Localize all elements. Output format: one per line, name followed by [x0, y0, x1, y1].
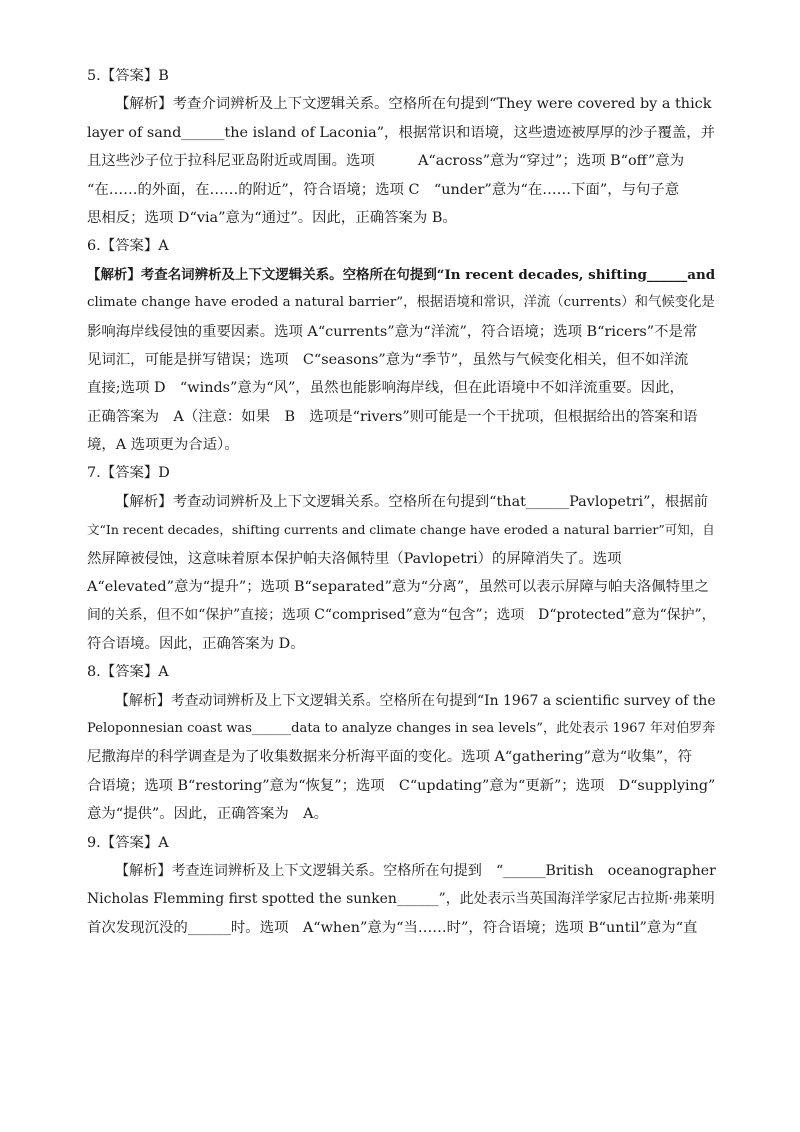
answer-heading-7: 7.【答案】D [87, 465, 170, 482]
explanation-line: “在……的外面，在……的附近”，符合语境；选项 C “under”意为“在……下面”，与句子意 [87, 181, 680, 198]
explanation-line: 【解析】考查连词辨析及上下文逻辑关系。空格所在句提到 “______British oceanographer [115, 862, 716, 879]
answer-heading-5: 5.【答案】B [87, 68, 169, 84]
explanation-line: 境，A 选项更为合适）。 [87, 437, 239, 454]
explanation-line: 正确答案为 A（注意：如果 B 选项是“rivers”则可能是一个干扰项，但根据给出的答案和语 [87, 408, 698, 425]
explanation-line: 合语境；选项 B“restoring”意为“恢复”；选项 C“updating”意为“更新”；选项 D“supplying” [87, 777, 716, 794]
answer-heading-8: 8.【答案】A [87, 664, 169, 681]
explanation-line: Nicholas Flemming first spotted the sunken______”，此处表示当英国海洋学家尼古拉斯·弗莱明 [87, 891, 715, 908]
explanation-line: Peloponnesian coast was______data to analyze changes in sea levels”，此处表示 1967 年对伯罗奔 [87, 720, 716, 736]
explanation-line: climate change have eroded a natural barrier”，根据语境和常识，洋流（currents）和气候变化是 [87, 295, 715, 311]
explanation-line: 直接;选项 D “winds”意为“风”，虽然也能影响海岸线，但在此语境中不如洋流重要。因此， [87, 380, 684, 397]
explanation-line: layer of sand______the island of Laconia”，根据常识和语境，这些遗迹被厚厚的沙子覆盖，并 [87, 124, 716, 141]
explanation-line: 然屏障被侵蚀，这意味着原本保护帕夫洛佩特里（Pavlopetri）的屏障消失了。选项 [87, 550, 622, 567]
explanation-line: 首次发现沉没的______时。选项 A“when”意为“当……时”，符合语境；选项 B“until”意为“直 [87, 919, 698, 936]
explanation-line: 【解析】考查介词辨析及上下文逻辑关系。空格所在句提到“They were covered by a thick [115, 96, 712, 113]
explanation-line: 见词汇，可能是拼写错误；选项 C“seasons”意为“季节”，虽然与气候变化相关，但不如洋流 [87, 351, 689, 368]
explanation-line: A“elevated”意为“提升”；选项 B“separated”意为“分离”，虽然可以表示屏障与帕夫洛佩特里之 [87, 579, 709, 596]
explanation-line: 影响海岸线侵蚀的重要因素。选项 A“currents”意为“洋流”，符合语境；选项 B“ricers”不是常 [87, 323, 698, 340]
explanation-line: 意为“提供”。因此，正确答案为 A。 [87, 806, 328, 823]
explanation-line: 【解析】考查动词辨析及上下文逻辑关系。空格所在句提到“that______Pavlopetri”，根据前 [115, 493, 709, 510]
answer-heading-6: 6.【答案】A [87, 238, 169, 255]
answer-explanations [87, 62, 715, 942]
explanation-line: 间的关系，但不如“保护”直接；选项 C“comprised”意为“包含”；选项 D“protected”意为“保护”， [87, 607, 716, 624]
explanation-line: 文“In recent decades，shifting currents and climate change have eroded a natural barrier”可知，自 [87, 522, 715, 538]
explanation-line: 思相反；选项 D“via”意为“通过”。因此，正确答案为 B。 [87, 209, 457, 226]
explanation-line: 符合语境。因此，正确答案为 D。 [87, 635, 305, 652]
explanation-line: 【解析】考查动词辨析及上下文逻辑关系。空格所在句提到“In 1967 a scientific survey of the [115, 692, 716, 709]
explanation-line: 【解析】考查名词辨析及上下文逻辑关系。空格所在句提到“In recent decades, shifting______and [87, 266, 716, 283]
answer-heading-9: 9.【答案】A [87, 834, 169, 851]
explanation-line: 且这些沙子位于拉科尼亚岛附近或周围。选项 A“across”意为“穿过”；选项 B“off”意为 [87, 153, 685, 170]
explanation-line: 尼撒海岸的科学调查是为了收集数据来分析海平面的变化。选项 A“gathering”意为“收集”，符 [87, 749, 692, 766]
